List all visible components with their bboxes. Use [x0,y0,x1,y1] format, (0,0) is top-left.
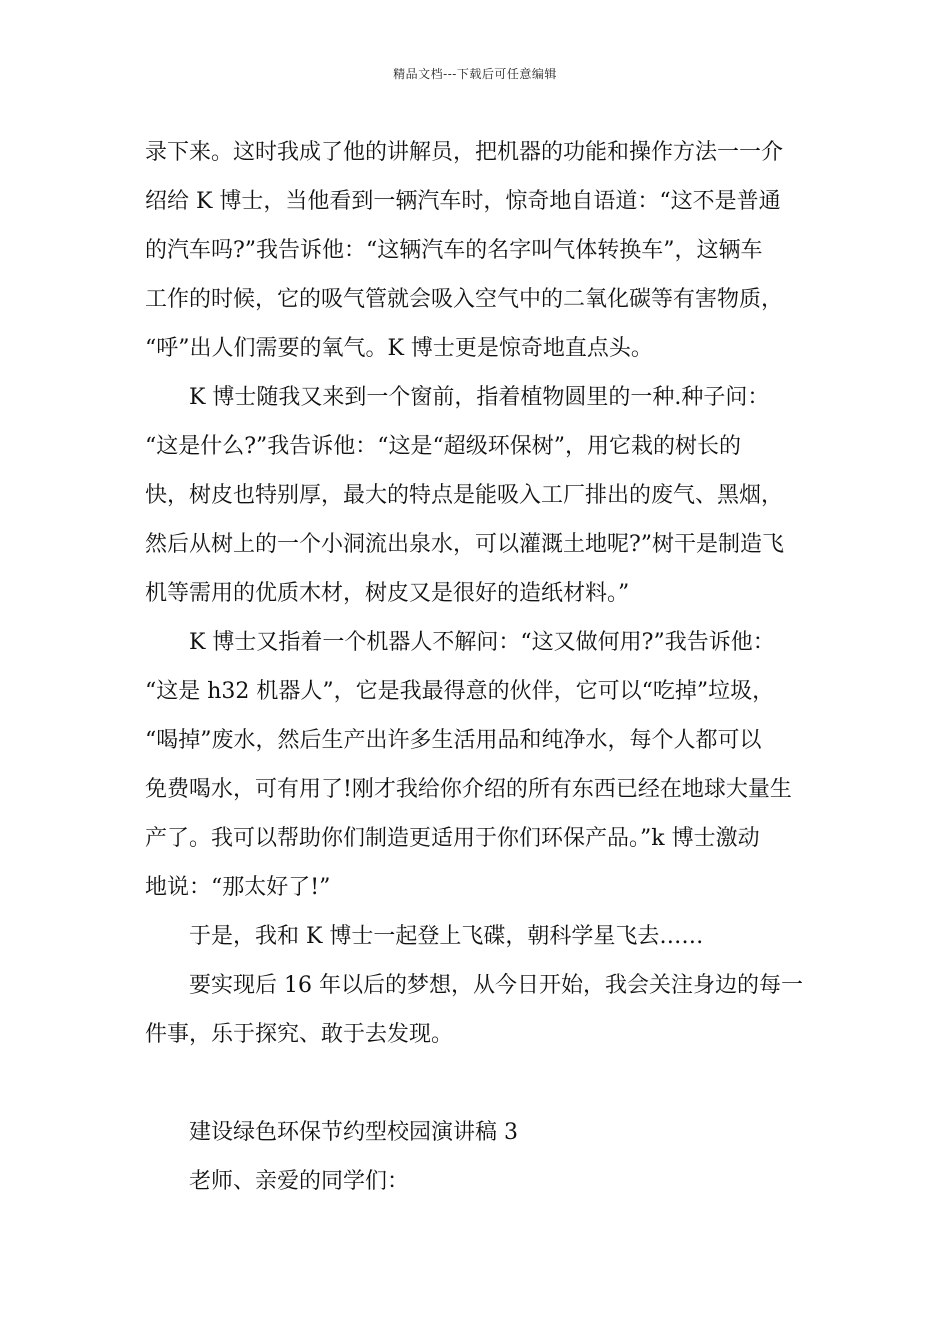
page-header: 精品文档---下载后可任意编辑 [393,67,557,81]
text-line: “这是 h32 机器人”，它是我最得意的伙伴，它可以“吃掉”垃圾， [145,679,775,704]
paragraph-greeting [145,1157,835,1206]
text-line: 件事，乐于探究、敢于去发现。 [145,1022,454,1047]
text-line: 建设绿色环保节约型校园演讲稿 3 [189,1120,518,1145]
text-line: 老师、亲爱的同学们： [189,1169,410,1194]
text-line: 免费喝水，可有用了!刚才我给你介绍的所有东西已经在地球大量生 [145,777,792,802]
text-line: 要实现后 16 年以后的梦想，从今日开始，我会关注身边的每一 [189,973,803,998]
text-line: “这是什么?”我告诉他：“这是“超级环保树”，用它栽的树长的 [145,434,742,459]
text-line: 机等需用的优质木材，树皮又是很好的造纸材料。” [145,581,630,606]
text-line: 产了。我可以帮助你们制造更适用于你们环保产品。”k 博士激动 [145,826,760,851]
text-line: 的汽车吗?”我告诉他：“这辆汽车的名字叫气体转换车”，这辆车 [145,238,763,263]
text-line: 绍给 K 博士，当他看到一辆汽车时，惊奇地自语道：“这不是普通 [145,189,781,214]
paragraph-dream [145,961,835,1059]
text-line: K 博士随我又来到一个窗前，指着植物圆里的一种.种子问： [189,385,770,410]
text-line: 快，树皮也特别厚，最大的特点是能吸入工厂排出的废气、黑烟， [145,483,784,508]
text-line: 然后从树上的一个小洞流出泉水，可以灌溉土地呢?”树干是制造飞 [145,532,785,557]
paragraph-ufo [145,912,835,961]
text-line: “喝掉”废水，然后生产出许多生活用品和纯净水，每个人都可以 [145,728,762,753]
paragraph-eco-tree [145,373,835,618]
text-line: “呼”出人们需要的氧气。K 博士更是惊奇地直点头。 [145,336,653,361]
text-line: 录下来。这时我成了他的讲解员，把机器的功能和操作方法一一介 [145,140,784,165]
section-title [145,1108,835,1157]
document-body [145,128,835,1206]
text-line: K 博士又指着一个机器人不解问：“这又做何用?”我告诉他： [189,630,775,655]
paragraph-robot [145,618,835,912]
text-line: 于是，我和 K 博士一起登上飞碟，朝科学星飞去…… [189,924,704,949]
text-line: 地说：“那太好了!” [145,875,331,900]
paragraph-k-doctor-car [145,128,835,373]
text-line: 工作的时候，它的吸气管就会吸入空气中的二氧化碳等有害物质， [145,287,784,312]
